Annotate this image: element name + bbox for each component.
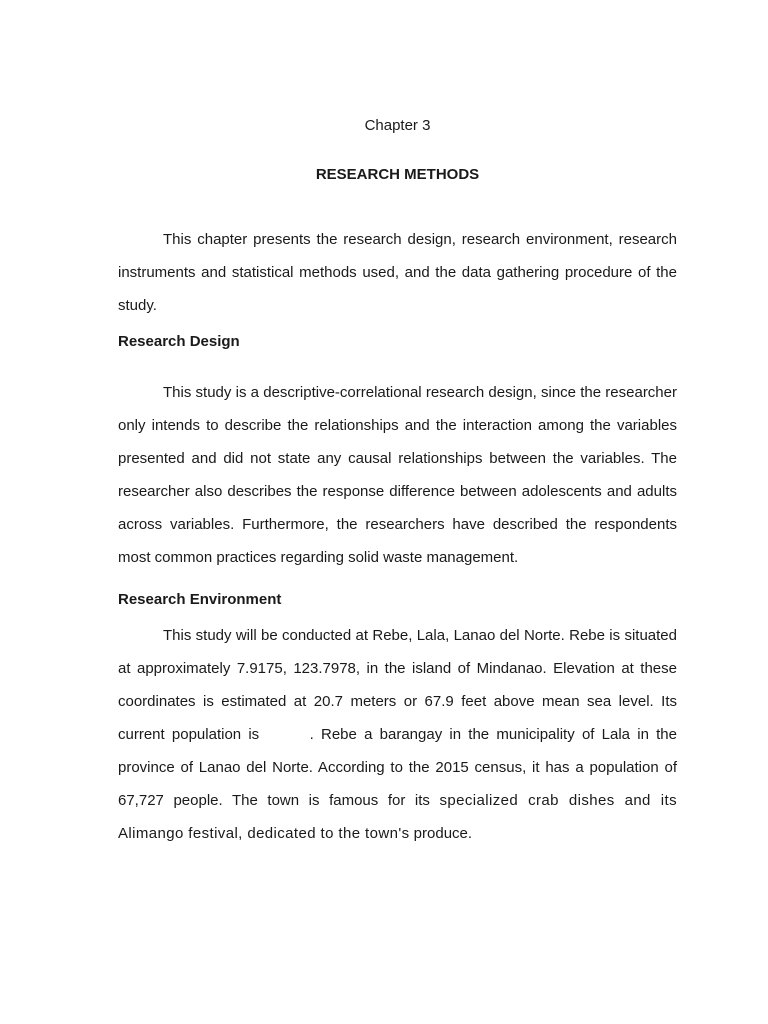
environment-text-part4: produce. <box>413 825 473 842</box>
research-design-paragraph: This study is a descriptive-correlational research design, since the researcher only intends to describe the relationships and the interaction among the variables presented and did not state any causal relationships between the variables. The researcher also describes the response difference between adolescents and adults across variables. Furthermore, the researchers have described the respondents most common practices regarding solid waste management. <box>118 384 677 566</box>
research-environment-paragraph <box>118 619 677 850</box>
environment-text-part3: specialized crab dishes and its Alimango festival, dedicated to the town's <box>118 792 677 842</box>
intro-paragraph: This chapter presents the research design, research environment, research instruments and statistical methods used, and the data gathering procedure of the study. <box>118 231 677 314</box>
page-content <box>118 113 677 850</box>
chapter-label: Chapter 3 <box>364 117 431 134</box>
research-design-heading: Research Design <box>118 333 240 350</box>
environment-text-part2: . Rebe a barangay in the municipality of Lala in the province of Lanao del Norte. According to the 2015 census, it has a population of 67,727 people. The town is famous for its <box>118 726 677 809</box>
environment-text-part1: This study will be conducted at Rebe, Lala, Lanao del Norte. Rebe is situated at approximately 7.9175, 123.7978, in the island of Mindanao. Elevation at these coordinates is estimated at 20.7 meters or 67.9 feet above mean sea level. Its current population is <box>118 627 677 743</box>
research-environment-heading: Research Environment <box>118 591 282 608</box>
chapter-title: RESEARCH METHODS <box>315 166 480 183</box>
